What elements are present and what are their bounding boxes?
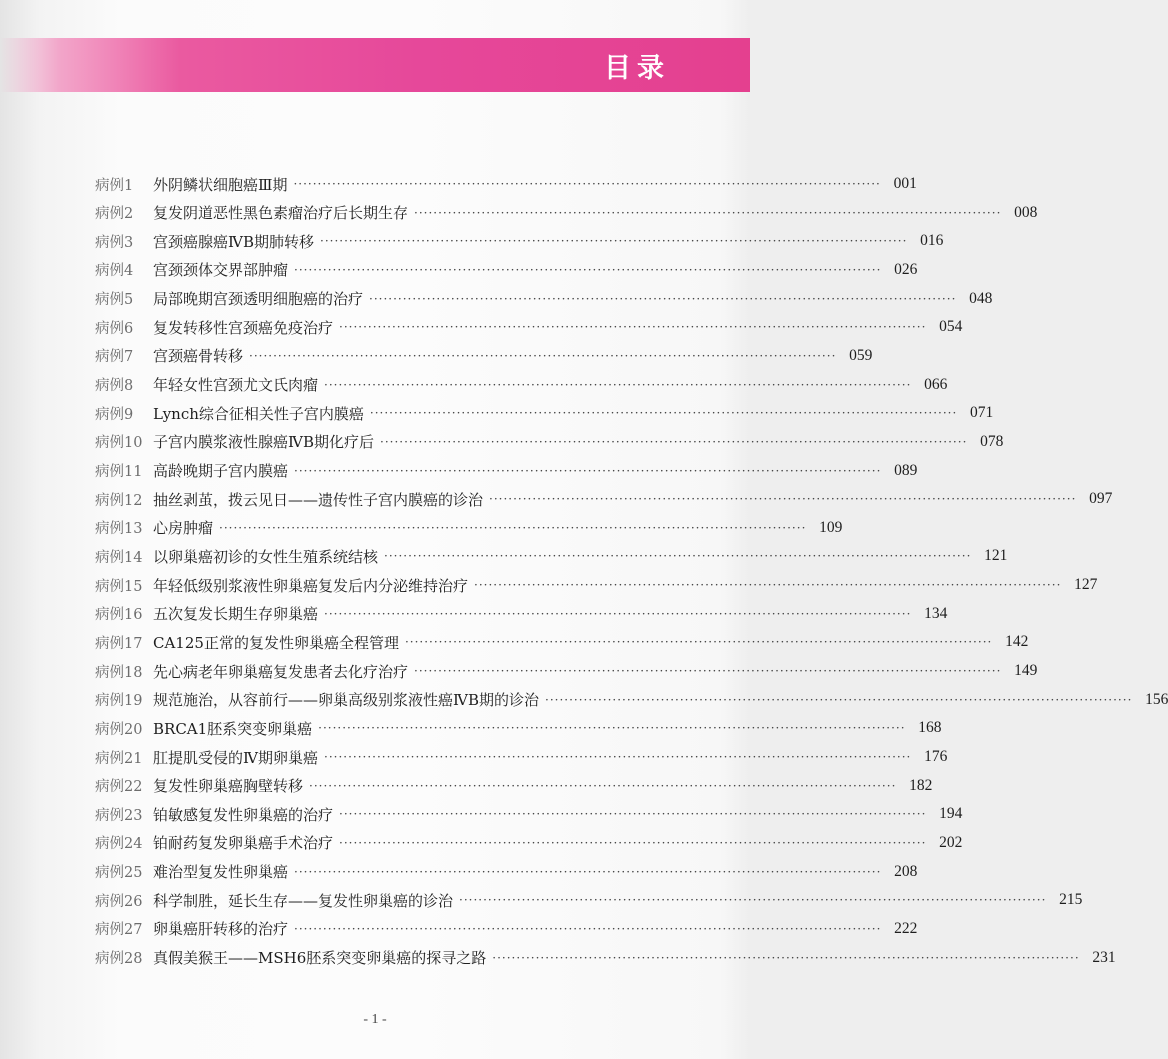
page-number-ref: 026 xyxy=(894,260,918,278)
case-number: 病例27 xyxy=(95,922,143,939)
toc-entry[interactable] xyxy=(95,571,1098,599)
case-title: 年轻低级别浆液性卵巢癌复发后内分泌维持治疗 xyxy=(153,576,469,595)
dot-leader xyxy=(288,922,887,936)
case-number: 病例24 xyxy=(95,836,143,853)
dot-leader xyxy=(318,607,917,621)
case-title: 外阴鳞状细胞癌Ⅲ期 xyxy=(153,175,288,194)
toc-entry[interactable] xyxy=(95,285,993,313)
dot-leader xyxy=(468,578,1067,592)
page-number-ref: 066 xyxy=(924,375,948,393)
dot-leader xyxy=(312,721,911,735)
page-number-ref: 168 xyxy=(918,719,942,737)
page-number-ref: 149 xyxy=(1014,662,1038,680)
case-title: 肛提肌受侵的Ⅳ期卵巢癌 xyxy=(153,748,318,767)
toc-entry[interactable] xyxy=(95,600,948,628)
case-number: 病例4 xyxy=(95,263,134,280)
page-number-ref: 156 xyxy=(1145,690,1168,708)
case-number: 病例7 xyxy=(95,349,134,366)
page-number-ref: 078 xyxy=(980,432,1004,450)
case-number: 病例9 xyxy=(95,406,134,423)
case-number: 病例28 xyxy=(95,951,143,968)
case-number: 病例13 xyxy=(95,521,143,538)
page-number-ref: 089 xyxy=(894,461,918,479)
toc-entry[interactable] xyxy=(95,371,948,399)
case-number: 病例20 xyxy=(95,721,143,738)
dot-leader xyxy=(408,664,1007,678)
page-number-ref: 048 xyxy=(969,289,993,307)
page-number-ref: 097 xyxy=(1089,490,1113,508)
case-title: 宫颈癌腺癌ⅣB期肺转移 xyxy=(153,232,315,251)
toc-entry[interactable] xyxy=(95,886,1083,914)
case-number: 病例11 xyxy=(95,464,143,480)
dot-leader xyxy=(399,635,998,649)
case-title: Lynch综合征相关性子宫内膜癌 xyxy=(153,404,364,423)
case-title: 以卵巢癌初诊的女性生殖系统结核 xyxy=(153,547,379,566)
page-number-ref: 008 xyxy=(1014,203,1038,221)
toc-entry[interactable] xyxy=(95,457,918,485)
dot-leader xyxy=(288,263,887,277)
toc-entry[interactable] xyxy=(95,772,933,800)
toc-entry[interactable] xyxy=(95,256,918,284)
case-number: 病例5 xyxy=(95,292,134,309)
case-number: 病例12 xyxy=(95,492,143,509)
case-number: 病例19 xyxy=(95,693,143,710)
toc-entry[interactable] xyxy=(95,170,917,198)
page-number-ref: 054 xyxy=(939,318,963,336)
case-title: 五次复发长期生存卵巢癌 xyxy=(153,605,319,624)
case-number: 病例26 xyxy=(95,893,143,910)
case-title: 局部晚期宫颈透明细胞癌的治疗 xyxy=(153,290,364,309)
case-title: 科学制胜，延长生存——复发性卵巢癌的诊治 xyxy=(153,891,454,910)
case-title: 宫颈颈体交界部肿瘤 xyxy=(153,261,289,280)
dot-leader xyxy=(318,378,917,392)
toc-entry[interactable] xyxy=(95,657,1038,685)
dot-leader xyxy=(408,206,1007,220)
toc-entry[interactable] xyxy=(95,743,948,771)
dot-leader xyxy=(453,893,1052,907)
toc-entry[interactable] xyxy=(95,915,918,943)
page-number-ref: 215 xyxy=(1059,891,1083,909)
case-title: 子宫内膜浆液性腺癌ⅣB期化疗后 xyxy=(153,433,375,452)
case-number: 病例17 xyxy=(95,635,143,652)
dot-leader xyxy=(213,521,812,535)
dot-leader xyxy=(486,951,1085,965)
dot-leader xyxy=(314,234,913,248)
case-number: 病例6 xyxy=(95,320,134,337)
page-number-ref: 071 xyxy=(970,404,994,422)
case-title: 宫颈癌骨转移 xyxy=(153,347,244,366)
page-number-ref: 202 xyxy=(939,833,963,851)
page-number-ref: 182 xyxy=(909,776,933,794)
toc-entry[interactable] xyxy=(95,199,1038,227)
page-number-ref: 208 xyxy=(894,862,918,880)
page-title: 目录 xyxy=(604,53,670,84)
case-number: 病例21 xyxy=(95,750,143,767)
case-title: 难治型复发性卵巢癌 xyxy=(153,863,289,882)
case-number: 病例23 xyxy=(95,807,143,824)
case-number: 病例22 xyxy=(95,779,143,796)
case-title: 铂敏感复发性卵巢癌的治疗 xyxy=(153,805,334,824)
dot-leader xyxy=(333,320,932,334)
dot-leader xyxy=(318,750,917,764)
case-number: 病例14 xyxy=(95,549,143,566)
case-title: 真假美猴王——MSH6胚系突变卵巢癌的探寻之路 xyxy=(153,949,487,968)
case-title: 卵巢癌肝转移的治疗 xyxy=(153,920,289,939)
dot-leader xyxy=(378,549,977,563)
case-title: BRCA1胚系突变卵巢癌 xyxy=(153,719,313,738)
header-banner xyxy=(0,38,750,92)
toc-entry[interactable] xyxy=(95,514,843,542)
case-number: 病例18 xyxy=(95,664,143,681)
case-title: 高龄晚期子宫内膜癌 xyxy=(153,462,289,480)
dot-leader xyxy=(303,779,902,793)
case-number: 病例2 xyxy=(95,206,134,223)
dot-leader xyxy=(287,177,886,191)
dot-leader xyxy=(364,406,963,420)
toc-entry[interactable] xyxy=(95,686,1168,714)
page-number-ref: 127 xyxy=(1074,576,1098,594)
case-number: 病例10 xyxy=(95,435,143,452)
toc-entry[interactable] xyxy=(95,227,944,255)
page-number-ref: 194 xyxy=(939,805,963,823)
dot-leader xyxy=(363,292,962,306)
page-number-ref: 109 xyxy=(819,518,843,536)
case-title: 复发性卵巢癌胸壁转移 xyxy=(153,777,304,796)
toc-entry[interactable] xyxy=(95,399,994,427)
page-number-ref: 121 xyxy=(984,547,1008,565)
case-title: 铂耐药复发卵巢癌手术治疗 xyxy=(153,834,334,853)
case-number: 病例1 xyxy=(95,177,134,194)
page-number-ref: 142 xyxy=(1005,633,1029,651)
dot-leader xyxy=(288,865,887,879)
dot-leader xyxy=(333,807,932,821)
toc-entry[interactable] xyxy=(95,342,873,370)
dot-leader xyxy=(243,349,842,363)
dot-leader xyxy=(374,435,973,449)
page-number-ref: 016 xyxy=(920,232,944,250)
case-number: 病例16 xyxy=(95,607,143,624)
case-title: 抽丝剥茧，拨云见日——遗传性子宫内膜癌的诊治 xyxy=(153,490,484,509)
case-title: 复发阴道恶性黑色素瘤治疗后长期生存 xyxy=(153,204,409,223)
case-title: 规范施治，从容前行——卵巢高级别浆液性癌ⅣB期的诊治 xyxy=(153,691,540,710)
toc-entry[interactable] xyxy=(95,313,963,341)
toc-entry[interactable] xyxy=(95,800,963,828)
dot-leader xyxy=(483,492,1082,506)
toc-entry[interactable] xyxy=(95,628,1029,656)
toc-entry[interactable] xyxy=(95,485,1113,513)
case-number: 病例15 xyxy=(95,578,143,595)
toc-entry[interactable] xyxy=(95,542,1008,570)
toc-entry[interactable] xyxy=(95,944,1116,972)
case-number: 病例25 xyxy=(95,865,143,882)
toc-entry[interactable] xyxy=(95,714,942,742)
page-number-ref: 176 xyxy=(924,748,948,765)
toc-entry[interactable] xyxy=(95,829,963,857)
case-title: 复发转移性宫颈癌免疫治疗 xyxy=(153,318,334,337)
page-number-ref: 134 xyxy=(924,604,948,622)
page-number-ref: 001 xyxy=(893,175,917,192)
toc-entry[interactable] xyxy=(95,428,1004,456)
case-number: 病例3 xyxy=(95,234,134,251)
page-number-ref: 231 xyxy=(1092,948,1116,966)
case-number: 病例8 xyxy=(95,378,134,395)
case-title: 先心病老年卵巢癌复发患者去化疗治疗 xyxy=(153,662,409,681)
case-title: 年轻女性宫颈尤文氏肉瘤 xyxy=(153,376,319,395)
case-title: 心房肿瘤 xyxy=(153,519,214,538)
dot-leader xyxy=(288,464,887,478)
page-number-ref: 222 xyxy=(894,919,918,937)
toc-entry[interactable] xyxy=(95,858,918,886)
page-number: - 1 - xyxy=(363,1012,387,1027)
case-title: CA125正常的复发性卵巢癌全程管理 xyxy=(153,633,399,652)
dot-leader xyxy=(333,836,932,850)
page-number-ref: 059 xyxy=(849,346,873,364)
dot-leader xyxy=(539,693,1138,707)
